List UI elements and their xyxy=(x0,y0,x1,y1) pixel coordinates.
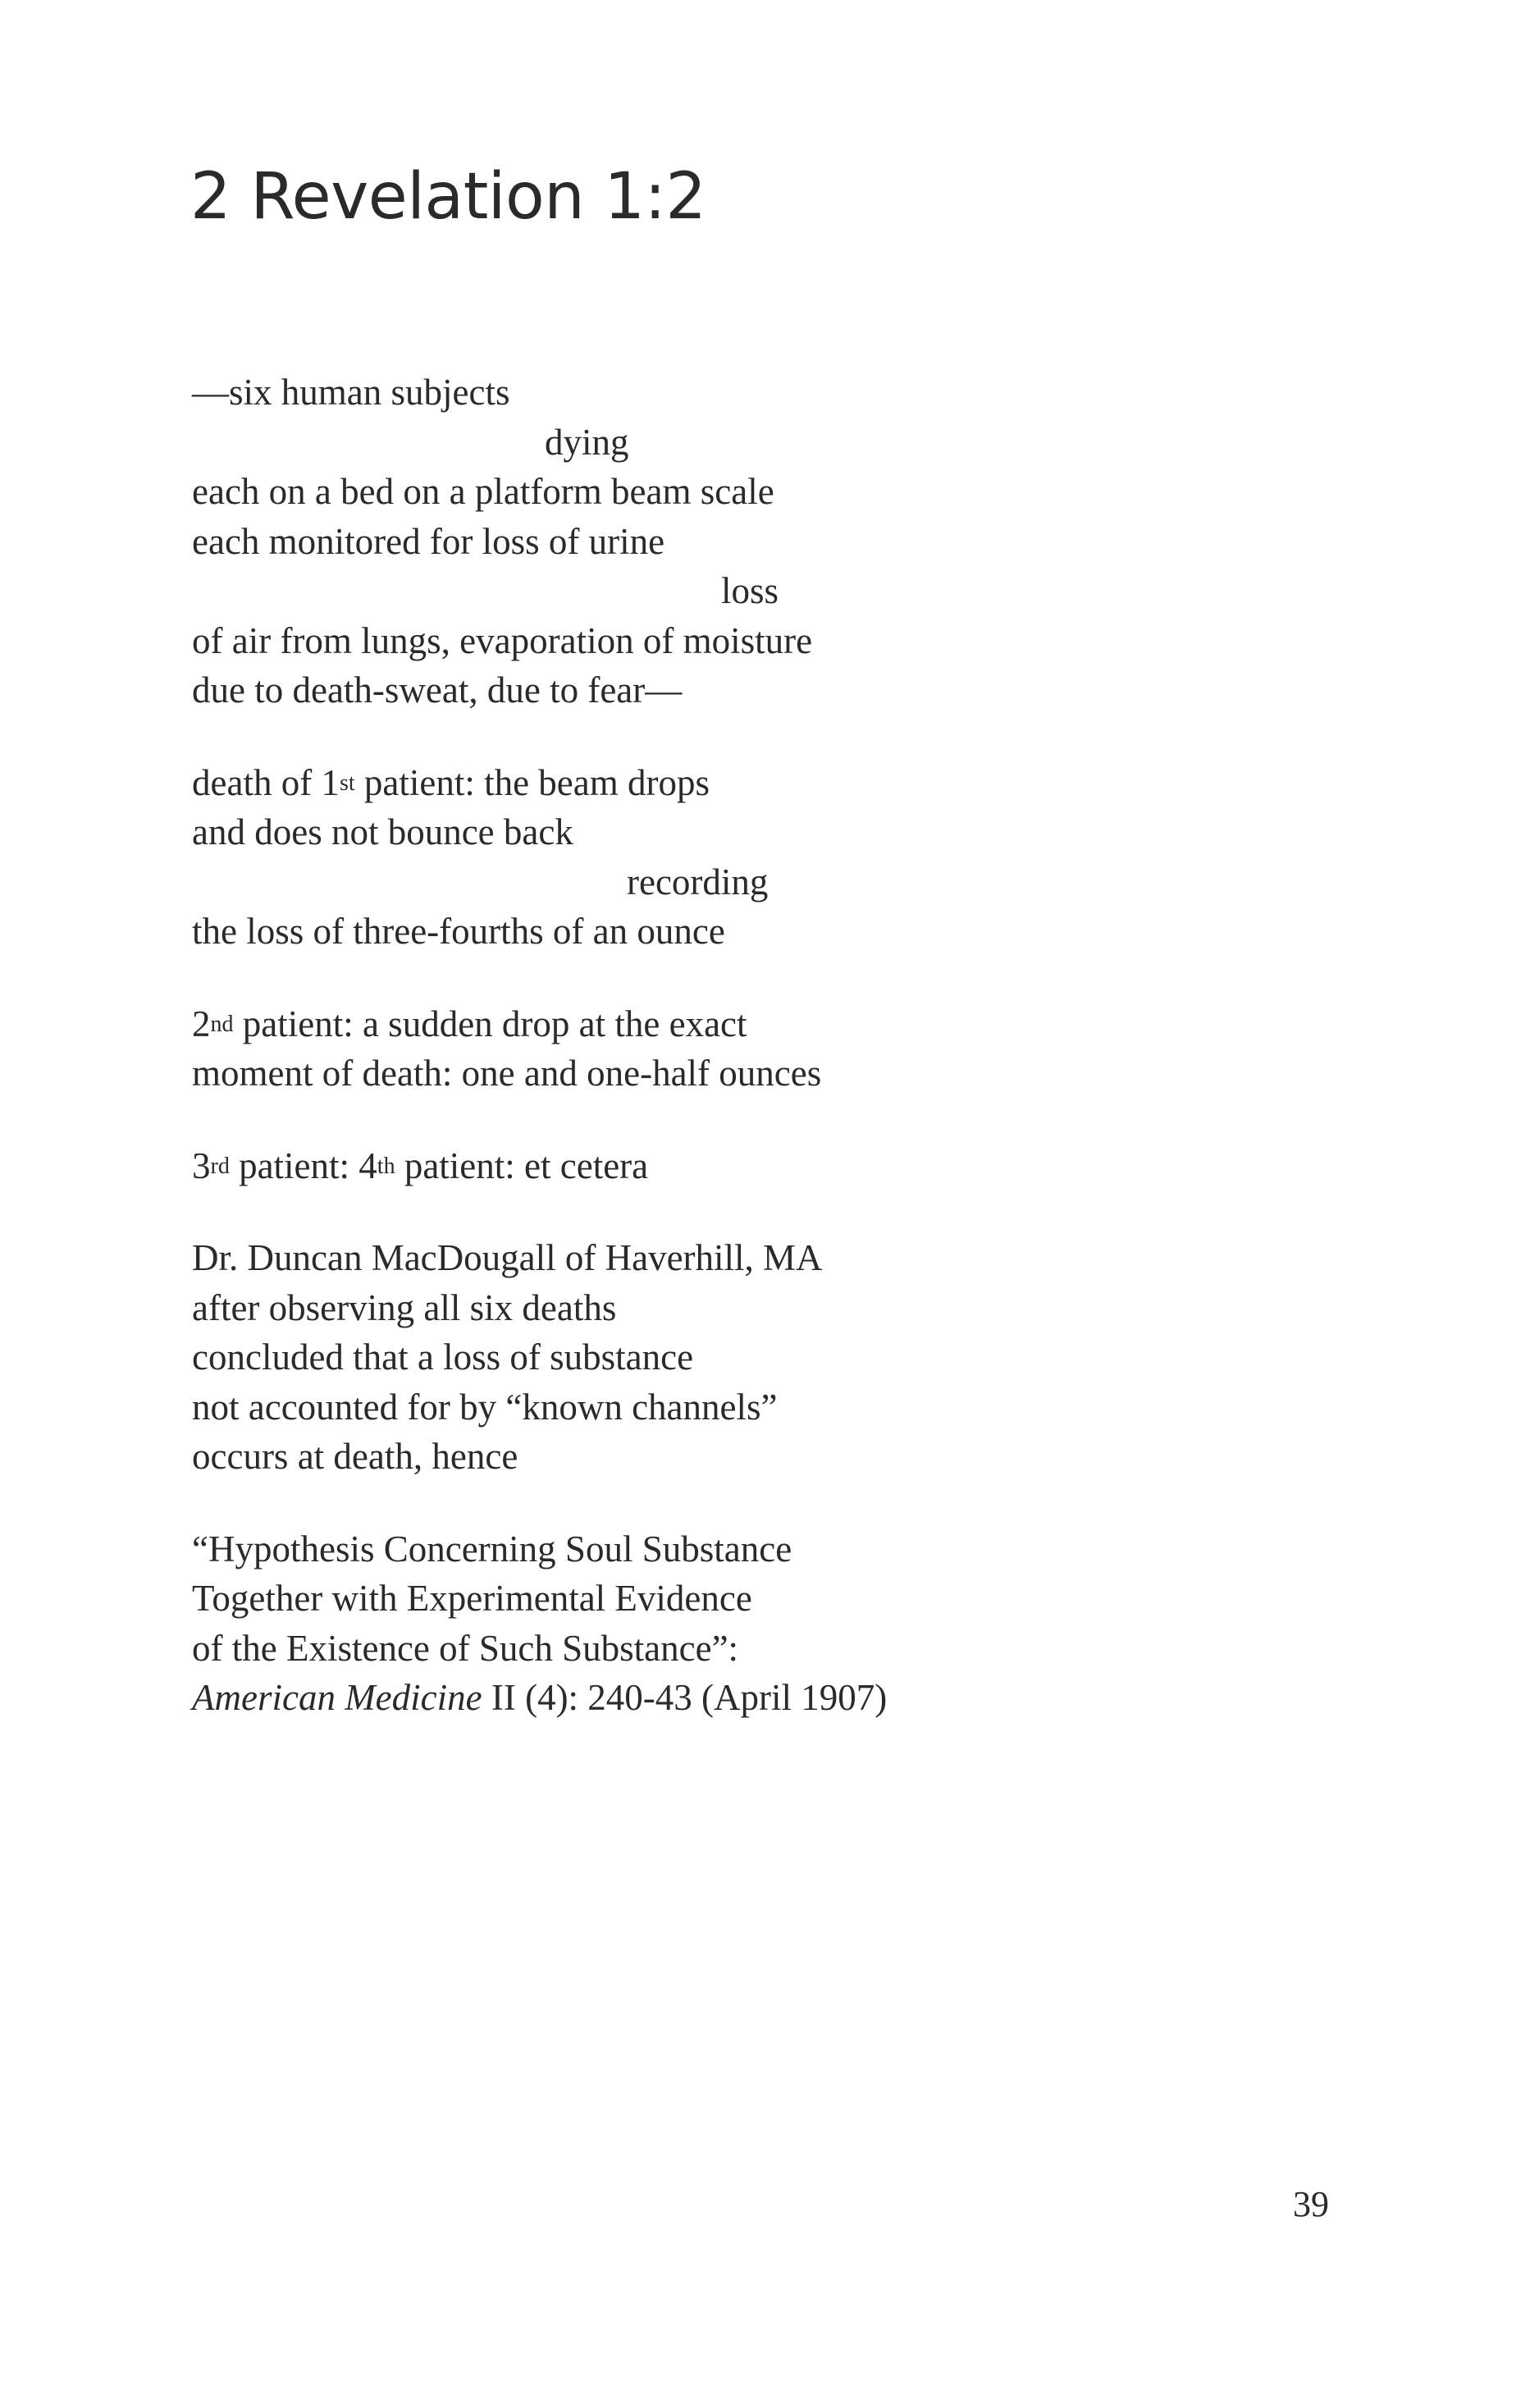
poem-line: Dr. Duncan MacDougall of Haverhill, MA xyxy=(192,1237,823,1278)
poem-line: dying xyxy=(545,421,629,463)
poem-body xyxy=(192,368,1258,1723)
poem-line: and does not bounce back xyxy=(192,811,573,852)
ordinal-suffix: th xyxy=(377,1153,395,1179)
stanza-1 xyxy=(192,368,1258,715)
stanza-3 xyxy=(192,999,1258,1099)
poem-line: not accounted for by “known channels” xyxy=(192,1386,778,1428)
line-text: patient: a sudden drop at the exact xyxy=(233,1003,747,1044)
poem-line xyxy=(192,1141,1258,1191)
poem-line xyxy=(192,999,1258,1049)
poem-line xyxy=(192,758,1258,808)
line-text: 2 xyxy=(192,1003,211,1044)
line-text: patient: the beam drops xyxy=(354,761,710,803)
ordinal-suffix: rd xyxy=(210,1153,230,1179)
poem-line: —six human subjects xyxy=(192,372,510,413)
poem-line: “Hypothesis Concerning Soul Substance xyxy=(192,1528,792,1570)
line-text: 3 xyxy=(192,1145,211,1186)
poem-line: after observing all six deaths xyxy=(192,1286,617,1328)
poem-line: occurs at death, hence xyxy=(192,1436,518,1477)
page-number: 39 xyxy=(1293,2184,1329,2224)
journal-title: American Medicine xyxy=(192,1677,482,1718)
poem-line: the loss of three-fourths of an ounce xyxy=(192,911,725,952)
poem-line: of air from lungs, evaporation of moisture xyxy=(192,619,813,661)
poem-line: recording xyxy=(627,861,769,902)
poem-line: moment of death: one and one-half ounces xyxy=(192,1053,822,1094)
stanza-5 xyxy=(192,1233,1258,1482)
citation-details: II (4): 240-43 (April 1907) xyxy=(482,1677,888,1718)
poem-line: each on a bed on a platform beam scale xyxy=(192,471,774,512)
line-text: patient: 4 xyxy=(229,1145,377,1186)
poem-line: of the Existence of Such Substance”: xyxy=(192,1627,739,1669)
stanza-6 xyxy=(192,1524,1258,1723)
stanza-4 xyxy=(192,1141,1258,1191)
poem-line citation xyxy=(192,1673,1258,1723)
poem-line: concluded that a loss of substance xyxy=(192,1337,694,1378)
stanza-2 xyxy=(192,758,1258,957)
line-text: patient: et cetera xyxy=(395,1145,649,1186)
poem-line: loss xyxy=(721,570,779,611)
poem-line: due to death-sweat, due to fear— xyxy=(192,669,683,711)
ordinal-suffix: st xyxy=(339,770,355,796)
ordinal-suffix: nd xyxy=(210,1011,234,1037)
page-title: 2 Revelation 1:2 xyxy=(190,160,706,234)
line-text: death of 1 xyxy=(192,761,340,803)
poem-line: each monitored for loss of urine xyxy=(192,520,665,562)
poem-line: Together with Experimental Evidence xyxy=(192,1578,752,1619)
